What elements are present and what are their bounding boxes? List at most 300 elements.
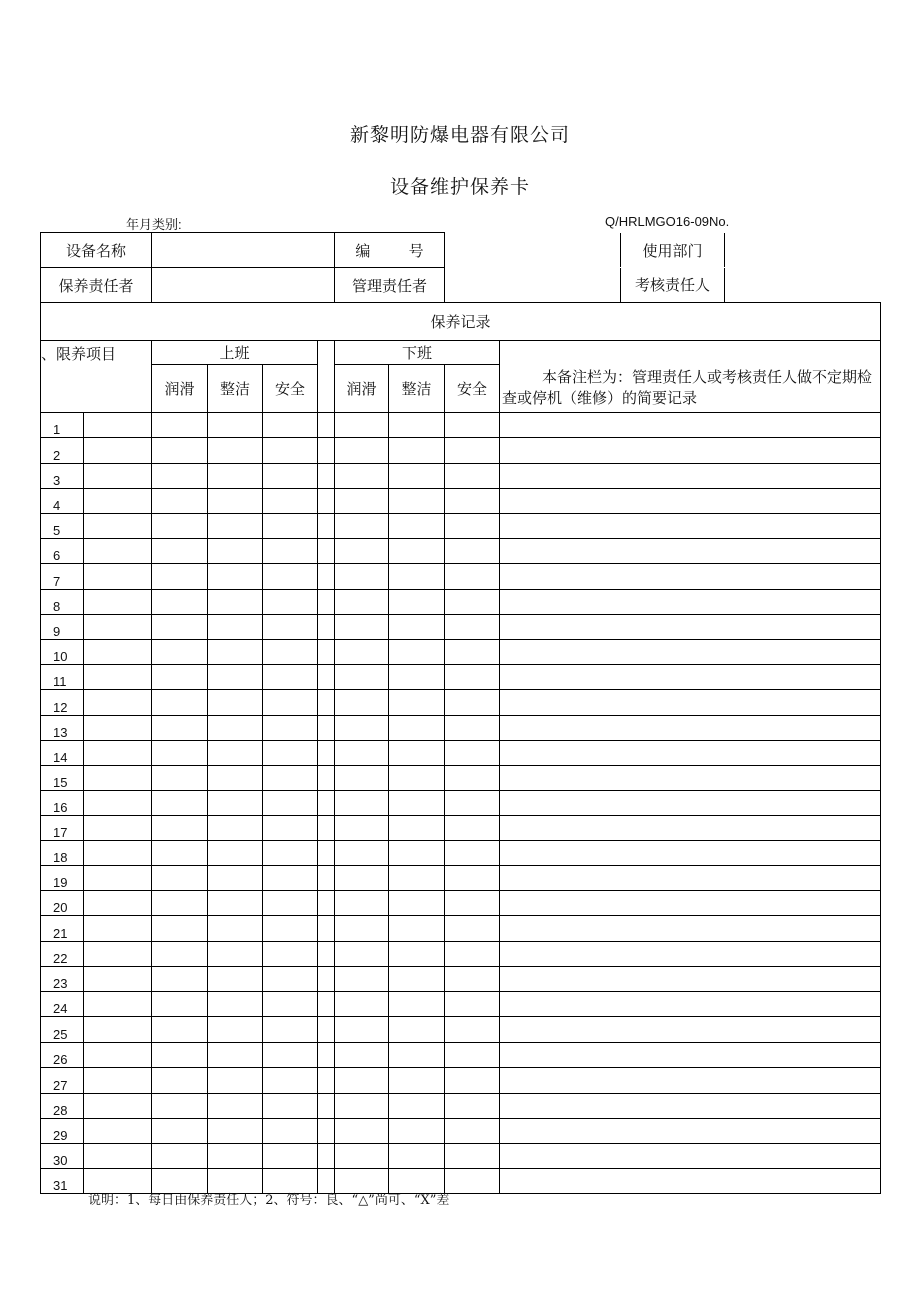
maint-person-label: 保养责任者 (41, 268, 152, 303)
night-lubrication-cell[interactable] (335, 916, 389, 942)
day-cleanliness-cell[interactable] (208, 539, 263, 564)
item-cell[interactable] (84, 942, 152, 967)
night-safety-cell[interactable] (445, 489, 500, 514)
item-cell[interactable] (84, 716, 152, 741)
night-safety-cell[interactable] (445, 766, 500, 791)
night-safety-cell[interactable] (445, 916, 500, 942)
use-dept-field[interactable] (725, 233, 881, 267)
day-lubrication-cell[interactable] (152, 539, 208, 564)
day-cleanliness-cell[interactable] (208, 690, 263, 716)
night-lubrication-cell[interactable] (335, 514, 389, 539)
separator-cell (318, 1119, 335, 1144)
separator-cell (318, 942, 335, 967)
remarks-note: 本备注栏为：管理责任人或考核责任人做不定期检查或停机（维修）的简要记录 (500, 365, 881, 413)
night-lubrication-cell[interactable] (335, 489, 389, 514)
item-cell[interactable] (84, 791, 152, 816)
item-cell[interactable] (84, 967, 152, 992)
day-cleanliness-cell[interactable] (208, 766, 263, 791)
day-cleanliness-cell[interactable] (208, 866, 263, 891)
night-safety-cell[interactable] (445, 1169, 500, 1194)
day-lubrication-cell[interactable] (152, 766, 208, 791)
day-lubrication-cell[interactable] (152, 1043, 208, 1068)
day-lubrication-cell[interactable] (152, 992, 208, 1017)
night-safety-cell[interactable] (445, 1119, 500, 1144)
night-safety-cell[interactable] (445, 741, 500, 766)
night-safety-cell[interactable] (445, 640, 500, 665)
day-safety-cell[interactable] (263, 489, 318, 514)
day-safety-cell[interactable] (263, 791, 318, 816)
night-safety-cell[interactable] (445, 438, 500, 464)
day-cleanliness-cell[interactable] (208, 992, 263, 1017)
day-lubrication-cell[interactable] (152, 1144, 208, 1169)
night-cleanliness-cell[interactable] (389, 514, 445, 539)
night-safety-cell[interactable] (445, 1144, 500, 1169)
day-lubrication-cell[interactable] (152, 1017, 208, 1043)
day-cleanliness-cell[interactable] (208, 464, 263, 489)
day-row (41, 564, 881, 590)
night-lubrication-cell[interactable] (335, 967, 389, 992)
item-cell[interactable] (84, 741, 152, 766)
day-cleanliness-cell[interactable] (208, 716, 263, 741)
night-safety-cell[interactable] (445, 665, 500, 690)
night-lubrication-cell[interactable] (335, 1043, 389, 1068)
night-cleanliness-cell[interactable] (389, 741, 445, 766)
remarks-cell[interactable] (500, 891, 881, 916)
night-cleanliness-cell[interactable] (389, 464, 445, 489)
remarks-cell[interactable] (500, 716, 881, 741)
day-row (41, 640, 881, 665)
night-cleanliness-cell[interactable] (389, 665, 445, 690)
night-lubrication-cell[interactable] (335, 1144, 389, 1169)
day-safety-cell[interactable] (263, 967, 318, 992)
night-safety-cell[interactable] (445, 992, 500, 1017)
day-lubrication-cell[interactable] (152, 891, 208, 916)
night-lubrication-cell[interactable] (335, 741, 389, 766)
day-safety-cell[interactable] (263, 438, 318, 464)
remarks-cell[interactable] (500, 942, 881, 967)
night-cleanliness-cell[interactable] (389, 690, 445, 716)
maint-person-field[interactable] (152, 268, 335, 303)
day-lubrication-cell[interactable] (152, 791, 208, 816)
day-cleanliness-cell[interactable] (208, 489, 263, 514)
separator-cell (318, 640, 335, 665)
night-lubrication-cell[interactable] (335, 564, 389, 590)
day-row (41, 891, 881, 916)
item-cell[interactable] (84, 891, 152, 916)
item-cell[interactable] (84, 438, 152, 464)
equipment-name-field[interactable] (152, 233, 335, 268)
day-lubrication-cell[interactable] (152, 413, 208, 438)
remarks-cell[interactable] (500, 640, 881, 665)
day-row (41, 690, 881, 716)
night-cleanliness-cell[interactable] (389, 1119, 445, 1144)
item-cell[interactable] (84, 1043, 152, 1068)
night-cleanliness-cell[interactable] (389, 413, 445, 438)
night-lubrication-cell[interactable] (335, 816, 389, 841)
day-lubrication-label: 润滑 (152, 365, 208, 413)
remarks-cell[interactable] (500, 1119, 881, 1144)
remarks-cell[interactable] (500, 1169, 881, 1194)
night-cleanliness-cell[interactable] (389, 967, 445, 992)
day-lubrication-cell[interactable] (152, 615, 208, 640)
day-cleanliness-cell[interactable] (208, 514, 263, 539)
day-number: 4 (41, 489, 84, 514)
day-lubrication-cell[interactable] (152, 489, 208, 514)
audit-person-field[interactable] (725, 268, 881, 302)
night-safety-cell[interactable] (445, 891, 500, 916)
item-cell[interactable] (84, 539, 152, 564)
night-cleanliness-cell[interactable] (389, 1144, 445, 1169)
separator-cell (318, 615, 335, 640)
item-cell[interactable] (84, 816, 152, 841)
day-lubrication-cell[interactable] (152, 690, 208, 716)
night-safety-cell[interactable] (445, 514, 500, 539)
night-cleanliness-cell[interactable] (389, 942, 445, 967)
remarks-cell[interactable] (500, 766, 881, 791)
day-lubrication-cell[interactable] (152, 1094, 208, 1119)
night-cleanliness-cell[interactable] (389, 816, 445, 841)
day-cleanliness-cell[interactable] (208, 640, 263, 665)
remarks-cell[interactable] (500, 866, 881, 891)
separator-cell (318, 766, 335, 791)
night-cleanliness-cell[interactable] (389, 615, 445, 640)
separator-cell (318, 891, 335, 916)
remarks-cell[interactable] (500, 992, 881, 1017)
mgmt-person-field[interactable] (445, 268, 621, 302)
night-cleanliness-cell[interactable] (389, 766, 445, 791)
night-lubrication-cell[interactable] (335, 1068, 389, 1094)
day-row (41, 791, 881, 816)
day-number: 11 (41, 665, 84, 690)
item-cell[interactable] (84, 413, 152, 438)
day-cleanliness-cell[interactable] (208, 564, 263, 590)
day-cleanliness-cell[interactable] (208, 665, 263, 690)
day-lubrication-cell[interactable] (152, 464, 208, 489)
day-lubrication-cell[interactable] (152, 841, 208, 866)
item-cell[interactable] (84, 489, 152, 514)
night-safety-cell[interactable] (445, 791, 500, 816)
night-cleanliness-cell[interactable] (389, 716, 445, 741)
night-lubrication-cell[interactable] (335, 1119, 389, 1144)
item-cell[interactable] (84, 1068, 152, 1094)
night-lubrication-cell[interactable] (335, 791, 389, 816)
night-lubrication-cell[interactable] (335, 464, 389, 489)
remarks-cell[interactable] (500, 690, 881, 716)
remarks-cell[interactable] (500, 791, 881, 816)
night-lubrication-cell[interactable] (335, 841, 389, 866)
day-safety-cell[interactable] (263, 866, 318, 891)
item-cell[interactable] (84, 615, 152, 640)
day-safety-cell[interactable] (263, 564, 318, 590)
day-lubrication-cell[interactable] (152, 916, 208, 942)
number-field[interactable] (445, 233, 621, 267)
day-cleanliness-cell[interactable] (208, 741, 263, 766)
day-row (41, 992, 881, 1017)
day-safety-cell[interactable] (263, 1068, 318, 1094)
number-label: 编 号 (335, 233, 445, 268)
night-safety-cell[interactable] (445, 942, 500, 967)
day-safety-cell[interactable] (263, 615, 318, 640)
night-lubrication-cell[interactable] (335, 640, 389, 665)
day-number: 16 (41, 791, 84, 816)
day-cleanliness-cell[interactable] (208, 1043, 263, 1068)
separator-cell (318, 716, 335, 741)
separator-cell (318, 539, 335, 564)
separator-cell (318, 916, 335, 942)
item-cell[interactable] (84, 590, 152, 615)
night-safety-cell[interactable] (445, 464, 500, 489)
remarks-cell[interactable] (500, 1144, 881, 1169)
separator-cell (318, 665, 335, 690)
remarks-cell[interactable] (500, 1043, 881, 1068)
day-row (41, 665, 881, 690)
item-cell[interactable] (84, 564, 152, 590)
item-cell[interactable] (84, 766, 152, 791)
item-cell[interactable] (84, 1094, 152, 1119)
night-safety-cell[interactable] (445, 1094, 500, 1119)
remarks-cell[interactable] (500, 916, 881, 942)
night-lubrication-cell[interactable] (335, 590, 389, 615)
night-cleanliness-cell[interactable] (389, 539, 445, 564)
day-row (41, 1043, 881, 1068)
night-cleanliness-cell[interactable] (389, 791, 445, 816)
night-lubrication-cell[interactable] (335, 615, 389, 640)
day-number: 5 (41, 514, 84, 539)
day-cleanliness-cell[interactable] (208, 916, 263, 942)
day-lubrication-cell[interactable] (152, 640, 208, 665)
remarks-cell[interactable] (500, 1068, 881, 1094)
night-cleanliness-cell[interactable] (389, 916, 445, 942)
column-separator (318, 341, 335, 413)
night-cleanliness-cell[interactable] (389, 866, 445, 891)
day-lubrication-cell[interactable] (152, 665, 208, 690)
item-cell[interactable] (84, 1119, 152, 1144)
night-lubrication-cell[interactable] (335, 1094, 389, 1119)
day-lubrication-cell[interactable] (152, 514, 208, 539)
day-safety-cell[interactable] (263, 665, 318, 690)
night-lubrication-cell[interactable] (335, 1017, 389, 1043)
night-safety-cell[interactable] (445, 967, 500, 992)
day-cleanliness-cell[interactable] (208, 967, 263, 992)
day-lubrication-cell[interactable] (152, 1119, 208, 1144)
day-lubrication-cell[interactable] (152, 741, 208, 766)
day-safety-cell[interactable] (263, 766, 318, 791)
day-row (41, 1017, 881, 1043)
date-category-label: 年月类别: (126, 217, 182, 232)
day-safety-cell[interactable] (263, 413, 318, 438)
item-cell[interactable] (84, 992, 152, 1017)
day-safety-cell[interactable] (263, 716, 318, 741)
item-cell[interactable] (84, 464, 152, 489)
night-safety-cell[interactable] (445, 615, 500, 640)
item-cell[interactable] (84, 514, 152, 539)
day-cleanliness-cell[interactable] (208, 438, 263, 464)
maintenance-table (40, 232, 881, 1194)
night-safety-cell[interactable] (445, 866, 500, 891)
night-safety-cell[interactable] (445, 590, 500, 615)
day-number: 20 (41, 891, 84, 916)
day-row (41, 1068, 881, 1094)
day-cleanliness-cell[interactable] (208, 615, 263, 640)
day-safety-cell[interactable] (263, 464, 318, 489)
day-cleanliness-cell[interactable] (208, 1094, 263, 1119)
day-safety-cell[interactable] (263, 1144, 318, 1169)
remarks-cell[interactable] (500, 1094, 881, 1119)
day-cleanliness-cell[interactable] (208, 1068, 263, 1094)
day-lubrication-cell[interactable] (152, 1068, 208, 1094)
day-lubrication-cell[interactable] (152, 590, 208, 615)
remarks-cell[interactable] (500, 741, 881, 766)
night-safety-cell[interactable] (445, 413, 500, 438)
remarks-cell[interactable] (500, 413, 881, 438)
separator-cell (318, 1144, 335, 1169)
day-safety-cell[interactable] (263, 741, 318, 766)
night-cleanliness-cell[interactable] (389, 564, 445, 590)
night-cleanliness-cell[interactable] (389, 891, 445, 916)
night-safety-cell[interactable] (445, 539, 500, 564)
night-safety-cell[interactable] (445, 716, 500, 741)
day-safety-cell[interactable] (263, 539, 318, 564)
day-number: 27 (41, 1068, 84, 1094)
day-lubrication-cell[interactable] (152, 967, 208, 992)
night-cleanliness-cell[interactable] (389, 992, 445, 1017)
night-safety-cell[interactable] (445, 816, 500, 841)
day-cleanliness-cell[interactable] (208, 891, 263, 916)
night-lubrication-cell[interactable] (335, 942, 389, 967)
day-lubrication-cell[interactable] (152, 564, 208, 590)
remarks-cell[interactable] (500, 514, 881, 539)
night-cleanliness-cell[interactable] (389, 590, 445, 615)
day-row (41, 816, 881, 841)
day-number: 10 (41, 640, 84, 665)
day-cleanliness-cell[interactable] (208, 1119, 263, 1144)
night-safety-cell[interactable] (445, 1017, 500, 1043)
night-cleanliness-cell[interactable] (389, 1068, 445, 1094)
day-safety-cell[interactable] (263, 590, 318, 615)
equipment-name-label: 设备名称 (41, 233, 152, 268)
night-safety-cell[interactable] (445, 1068, 500, 1094)
day-safety-cell[interactable] (263, 514, 318, 539)
night-lubrication-cell[interactable] (335, 766, 389, 791)
remarks-cell[interactable] (500, 967, 881, 992)
day-cleanliness-cell[interactable] (208, 816, 263, 841)
day-cleanliness-cell[interactable] (208, 590, 263, 615)
day-cleanliness-cell[interactable] (208, 1017, 263, 1043)
day-cleanliness-cell[interactable] (208, 841, 263, 866)
remarks-cell[interactable] (500, 464, 881, 489)
night-cleanliness-cell[interactable] (389, 1043, 445, 1068)
remarks-cell[interactable] (500, 665, 881, 690)
item-cell[interactable] (84, 1017, 152, 1043)
day-safety-cell[interactable] (263, 1094, 318, 1119)
remarks-cell[interactable] (500, 841, 881, 866)
night-cleanliness-cell[interactable] (389, 640, 445, 665)
note-header-blank (500, 341, 881, 365)
remarks-cell[interactable] (500, 539, 881, 564)
night-lubrication-cell[interactable] (335, 438, 389, 464)
day-row (41, 489, 881, 514)
day-cleanliness-cell[interactable] (208, 413, 263, 438)
day-safety-cell[interactable] (263, 992, 318, 1017)
day-number: 28 (41, 1094, 84, 1119)
day-number: 12 (41, 690, 84, 716)
separator-cell (318, 413, 335, 438)
night-lubrication-cell[interactable] (335, 866, 389, 891)
remarks-cell[interactable] (500, 1017, 881, 1043)
day-cleanliness-cell[interactable] (208, 942, 263, 967)
night-safety-cell[interactable] (445, 564, 500, 590)
night-lubrication-cell[interactable] (335, 665, 389, 690)
night-lubrication-cell[interactable] (335, 992, 389, 1017)
night-lubrication-cell[interactable] (335, 716, 389, 741)
night-lubrication-cell[interactable] (335, 539, 389, 564)
day-safety-cell[interactable] (263, 1119, 318, 1144)
day-safety-cell[interactable] (263, 891, 318, 916)
remarks-cell[interactable] (500, 590, 881, 615)
day-lubrication-cell[interactable] (152, 438, 208, 464)
day-shift-label: 上班 (152, 341, 318, 365)
day-lubrication-cell[interactable] (152, 816, 208, 841)
remarks-cell[interactable] (500, 816, 881, 841)
day-safety-cell[interactable] (263, 916, 318, 942)
night-safety-label: 安全 (445, 365, 500, 413)
night-lubrication-cell[interactable] (335, 413, 389, 438)
day-number: 8 (41, 590, 84, 615)
company-name: 新黎明防爆电器有限公司 (349, 124, 570, 146)
day-lubrication-cell[interactable] (152, 866, 208, 891)
item-cell[interactable] (84, 640, 152, 665)
item-cell[interactable] (84, 916, 152, 942)
day-safety-cell[interactable] (263, 1017, 318, 1043)
day-cleanliness-cell[interactable] (208, 791, 263, 816)
day-safety-cell[interactable] (263, 816, 318, 841)
remarks-cell[interactable] (500, 564, 881, 590)
separator-cell (318, 791, 335, 816)
separator-cell (318, 590, 335, 615)
remarks-cell[interactable] (500, 489, 881, 514)
remarks-cell[interactable] (500, 438, 881, 464)
night-safety-cell[interactable] (445, 1043, 500, 1068)
item-cell[interactable] (84, 1144, 152, 1169)
audit-person-label: 考核责任人 (621, 268, 725, 302)
night-safety-cell[interactable] (445, 841, 500, 866)
day-lubrication-cell[interactable] (152, 942, 208, 967)
day-safety-cell[interactable] (263, 942, 318, 967)
day-row (41, 590, 881, 615)
night-cleanliness-cell[interactable] (389, 1017, 445, 1043)
night-lubrication-cell[interactable] (335, 690, 389, 716)
remarks-cell[interactable] (500, 615, 881, 640)
item-cell[interactable] (84, 841, 152, 866)
day-safety-cell[interactable] (263, 841, 318, 866)
item-cell[interactable] (84, 866, 152, 891)
night-cleanliness-cell[interactable] (389, 841, 445, 866)
day-number: 2 (41, 438, 84, 464)
day-cleanliness-cell[interactable] (208, 1144, 263, 1169)
day-safety-cell[interactable] (263, 1043, 318, 1068)
item-cell[interactable] (84, 665, 152, 690)
night-lubrication-cell[interactable] (335, 891, 389, 916)
night-cleanliness-cell[interactable] (389, 1094, 445, 1119)
night-safety-cell[interactable] (445, 690, 500, 716)
day-safety-label: 安全 (263, 365, 318, 413)
day-lubrication-cell[interactable] (152, 716, 208, 741)
item-cell[interactable] (84, 690, 152, 716)
night-cleanliness-cell[interactable] (389, 438, 445, 464)
night-cleanliness-cell[interactable] (389, 489, 445, 514)
day-safety-cell[interactable] (263, 640, 318, 665)
day-safety-cell[interactable] (263, 690, 318, 716)
